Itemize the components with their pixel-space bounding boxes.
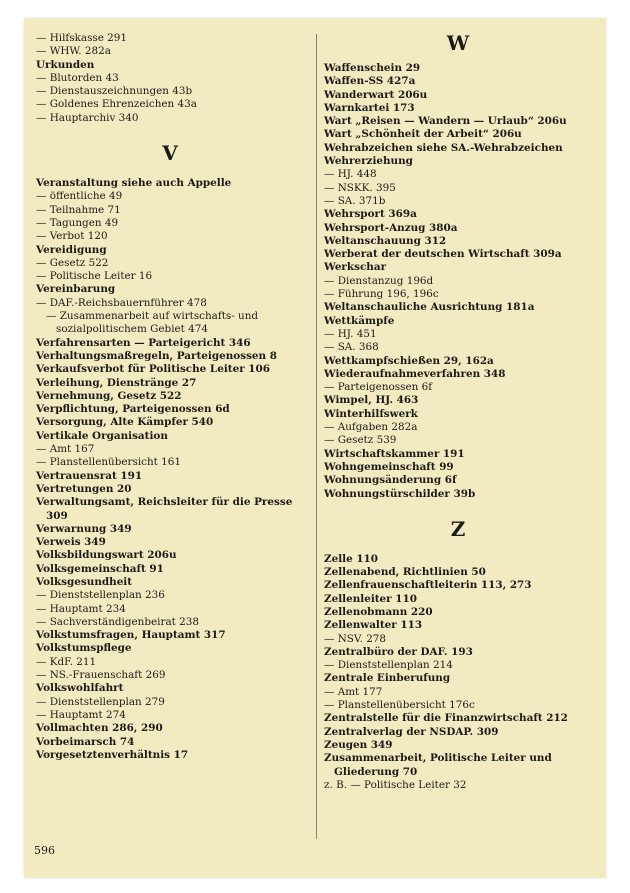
index-subentry: — NSKK. 395 [324, 181, 396, 194]
index-heading-entry: Weltanschauung 312 [324, 234, 447, 247]
index-subentry: — Aufgaben 282a [324, 421, 418, 434]
index-subentry: — Dienstanzug 196d [324, 274, 434, 287]
index-subentry: — NS.-Frauenschaft 269 [36, 669, 166, 682]
index-heading-entry: Wehrerziehung [324, 155, 413, 168]
index-heading-entry: Wirtschaftskammer 191 [324, 447, 465, 460]
index-heading-entry: Versorgung, Alte Kämpfer 540 [36, 416, 214, 429]
section-letter: V [162, 141, 178, 166]
index-heading-entry: Vereinbarung [36, 283, 116, 296]
index-heading-entry: Wohnungstürschilder 39b [324, 487, 476, 500]
index-column-left [36, 32, 304, 762]
index-subentry: — KdF. 211 [36, 655, 97, 668]
index-heading-entry: Zellenabend, Richtlinien 50 [324, 566, 486, 579]
index-heading-entry: Volkstumsfragen, Hauptamt 317 [36, 629, 226, 642]
index-heading-entry: Zelle 110 [324, 552, 379, 565]
index-subentry: — NSV. 278 [324, 632, 387, 645]
index-heading-entry: Wart „Reisen — Wandern — Urlaub“ 206u [324, 115, 567, 128]
index-subentry: — Hauptamt 234 [36, 602, 126, 615]
index-heading-entry: Volksgesundheit [36, 575, 133, 588]
index-subentry: z. B. — Politische Leiter 32 [324, 778, 467, 791]
index-heading-entry: Wohngemeinschaft 99 [324, 460, 454, 473]
index-heading-entry: Waffen-SS 427a [324, 75, 416, 88]
index-heading-entry: Verhaltungsmaßregeln, Parteigenossen 8 [36, 349, 277, 362]
index-heading-entry: Wimpel, HJ. 463 [324, 394, 419, 407]
index-subentry: — Tagungen 49 [36, 216, 119, 229]
index-heading-entry: Verkaufsverbot für Politische Leiter 106 [36, 363, 270, 376]
index-subentry: — Hilfskasse 291 [36, 32, 128, 44]
index-heading-entry: Zentralstelle für die Finanzwirtschaft 212 [324, 712, 568, 725]
column-divider [316, 34, 317, 839]
index-subentry: — Dienststellenplan 279 [36, 695, 165, 708]
index-subentry: — Teilnahme 71 [36, 203, 121, 216]
index-subentry: — Hauptarchiv 340 [36, 111, 139, 124]
index-subentry: — Planstellenübersicht 161 [36, 456, 181, 469]
index-heading-entry: Verweis 349 [36, 536, 106, 549]
index-subentry: — öffentliche 49 [36, 190, 123, 203]
index-heading-entry: Vertrauensrat 191 [36, 469, 143, 482]
index-heading-entry: Zellenleiter 110 [324, 592, 417, 605]
index-heading-entry: Urkunden [36, 58, 95, 71]
index-subentry: — Gesetz 539 [324, 434, 397, 447]
index-heading-entry: Vorgesetztenverhältnis 17 [36, 748, 189, 761]
index-subentry: — Dienststellenplan 236 [36, 589, 165, 602]
index-heading-entry: Zeugen 349 [324, 738, 393, 751]
index-subentry: — HJ. 448 [324, 168, 377, 181]
index-heading-entry: Waffenschein 29 [324, 62, 421, 74]
index-column-right [324, 32, 592, 792]
section-letter: Z [450, 516, 466, 541]
index-subentry: — Gesetz 522 [36, 256, 109, 269]
index-subentry: — Amt 167 [36, 443, 95, 456]
index-heading-entry: Vernehmung, Gesetz 522 [36, 389, 182, 402]
index-heading-entry: Wehrsport 369a [324, 208, 417, 221]
index-heading-entry: Werberat der deutschen Wirtschaft 309a [324, 248, 562, 261]
index-heading-entry: Winterhilfswerk [324, 407, 418, 420]
index-subentry: — Dienststellenplan 214 [324, 659, 453, 672]
index-heading-entry: Zusammenarbeit, Politische Leiter und Gliederung 70 [324, 752, 552, 778]
index-heading-entry: Verleihung, Dienstränge 27 [36, 376, 197, 389]
index-subentry: — Blutorden 43 [36, 71, 119, 84]
index-subentry: — Planstellenübersicht 176c [324, 699, 475, 712]
section-letter: W [446, 31, 470, 55]
index-heading-entry: Zellenobmann 220 [324, 605, 433, 618]
index-subentry: — Hauptamt 274 [36, 708, 126, 721]
index-heading-entry: Volksgemeinschaft 91 [36, 562, 164, 575]
index-heading-entry: Vollmachten 286, 290 [36, 722, 163, 735]
index-subentry: — Dienstauszeichnungen 43b [36, 85, 193, 98]
index-subentry: — Politische Leiter 16 [36, 270, 153, 283]
index-heading-entry: Zellenfrauenschaftleiterin 113, 273 [324, 579, 532, 592]
index-page [24, 18, 606, 878]
index-heading-entry: Verwarnung 349 [36, 522, 132, 535]
index-heading-entry: Wohnungsänderung 6f [324, 474, 457, 487]
index-heading-entry: Vorbeimarsch 74 [36, 735, 135, 748]
index-heading-entry: Veranstaltung siehe auch Appelle [36, 177, 232, 190]
index-heading-entry: Zentralbüro der DAF. 193 [324, 645, 473, 658]
index-heading-entry: Wettkämpfe [324, 314, 395, 327]
index-heading-entry: Weltanschauliche Ausrichtung 181a [324, 301, 535, 314]
index-heading-entry: Verpflichtung, Parteigenossen 6d [36, 403, 230, 416]
index-subentry: — Amt 177 [324, 685, 383, 698]
index-heading-entry: Zentrale Einberufung [324, 672, 451, 685]
index-subentry: — WHW. 282a [36, 45, 111, 58]
index-heading-entry: Warnkartei 173 [324, 101, 415, 114]
index-heading-entry: Wettkampfschießen 29, 162a [324, 354, 494, 367]
index-heading-entry: Wiederaufnahmeverfahren 348 [324, 367, 506, 380]
index-heading-entry: Volksbildungswart 206u [36, 549, 177, 562]
index-subentry: — Verbot 120 [36, 230, 108, 243]
index-subentry: — Goldenes Ehrenzeichen 43a [36, 98, 197, 111]
index-heading-entry: Werkschar [324, 261, 387, 274]
index-subentry: — SA. 368 [324, 341, 379, 354]
index-heading-entry: Vertretungen 20 [36, 482, 132, 495]
index-heading-entry: Wart „Schönheit der Arbeit“ 206u [324, 128, 522, 141]
index-subentry: — Führung 196, 196c [324, 288, 439, 301]
page-number: 596 [34, 844, 55, 857]
index-heading-entry: Zellenwalter 113 [324, 619, 423, 632]
index-heading-entry: Wehrsport-Anzug 380a [324, 221, 458, 234]
index-heading-entry: Volkswohlfahrt [36, 682, 124, 695]
index-subentry: — Zusammenarbeit auf wirtschafts- und sozialpolitischem Gebiet 474 [46, 310, 259, 336]
index-subentry: — Sachverständigenbeirat 238 [36, 615, 199, 628]
index-heading-entry: Verwaltungsamt, Reichsleiter für die Presse 309 [36, 496, 293, 522]
index-subentry: — DAF.-Reichsbauernführer 478 [36, 296, 207, 309]
index-heading-entry: Volkstumspflege [36, 642, 132, 655]
index-subentry: — HJ. 451 [324, 327, 377, 340]
index-subentry: — SA. 371b [324, 194, 386, 207]
index-heading-entry: Zentralverlag der NSDAP. 309 [324, 725, 499, 738]
index-subentry: — Parteigenossen 6f [324, 381, 433, 394]
index-heading-entry: Verfahrensarten — Parteigericht 346 [36, 336, 251, 349]
index-heading-entry: Vereidigung [36, 243, 107, 256]
index-heading-entry: Wehrabzeichen siehe SA.-Wehrabzeichen [324, 141, 563, 154]
index-heading-entry: Wanderwart 206u [324, 88, 428, 101]
index-heading-entry: Vertikale Organisation [36, 429, 168, 442]
